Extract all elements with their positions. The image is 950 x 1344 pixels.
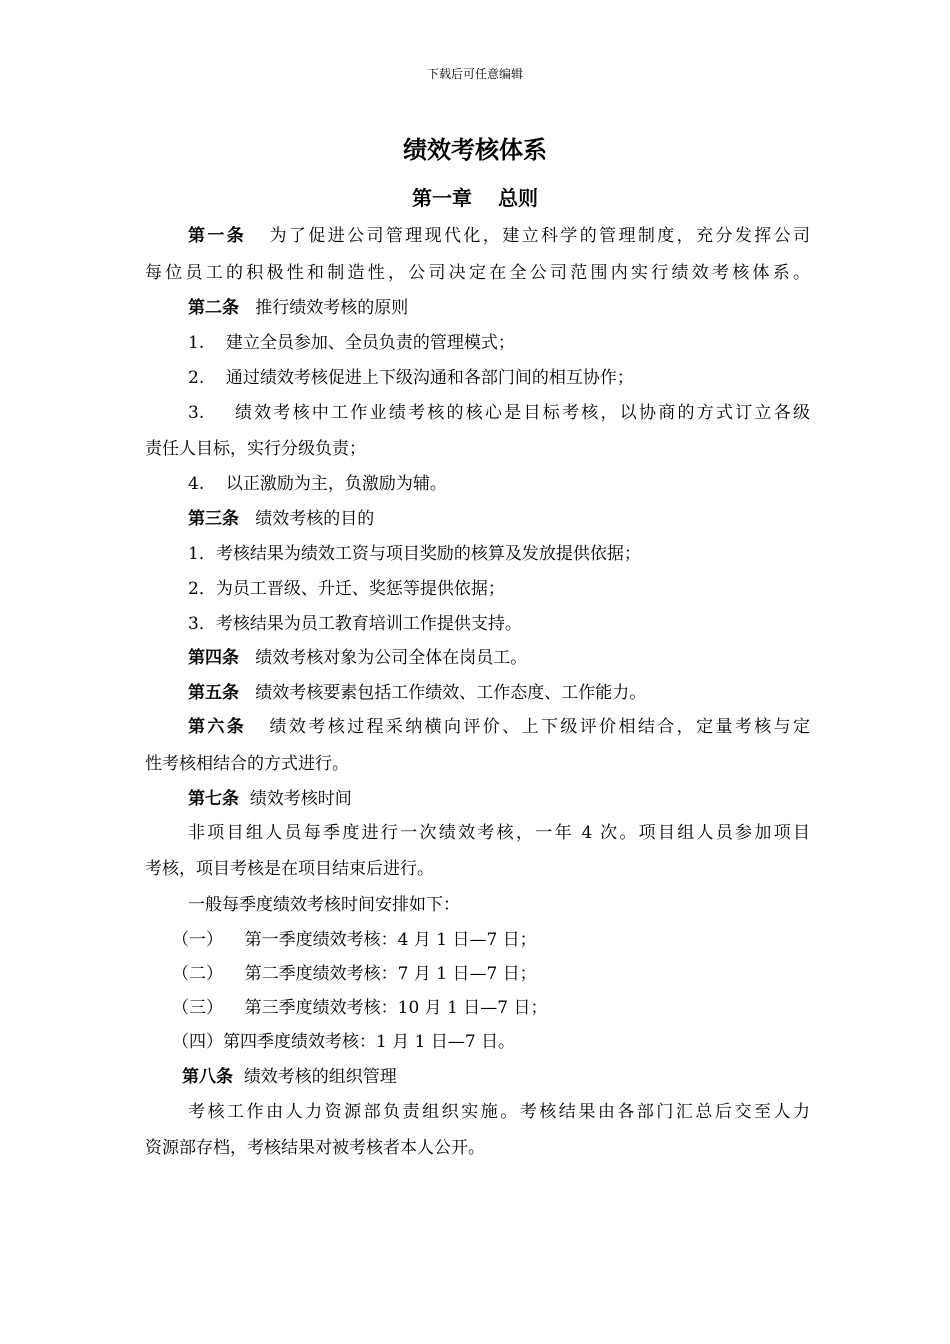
principle-num: 3. (188, 403, 205, 423)
schedule-text: 第二季度绩效考核：7 月 1 日—7 日； (244, 964, 537, 984)
principle-item (188, 366, 853, 390)
chapter-name: 总则 (498, 186, 538, 210)
article-8-label: 第八条 (182, 1067, 233, 1087)
chapter-number: 第一章 (412, 186, 472, 210)
schedule-num: （二） (172, 964, 223, 984)
article-6-label: 第六条 (188, 717, 247, 737)
schedule-item (172, 928, 837, 952)
article-1-line-1 (188, 224, 810, 248)
schedule-text: 第三季度绩效考核：10 月 1 日—7 日； (244, 998, 548, 1018)
schedule-num: （一） (172, 930, 223, 950)
article-7-label: 第七条 (188, 789, 239, 809)
article-4-label: 第四条 (188, 648, 239, 668)
article-7-para-1: 非项目组人员每季度进行一次绩效考核，一年 4 次。项目组人员参加项目 (188, 823, 810, 843)
article-7-para-1-cont: 考核，项目考核是在项目结束后进行。 (145, 859, 434, 879)
principle-item (188, 331, 853, 355)
principle-text: 绩效考核中工作业绩考核的核心是目标考核，以协商的方式订立各级 (234, 403, 810, 423)
article-8-para-cont: 资源部存档，考核结果对被考核者本人公开。 (145, 1138, 485, 1158)
schedule-text: 第一季度绩效考核：4 月 1 日—7 日； (244, 930, 537, 950)
chapter-heading (0, 184, 950, 212)
schedule-text: 第四季度绩效考核：1 月 1 日—7 日。 (223, 1032, 516, 1052)
header-note: 下载后可任意编辑 (426, 67, 523, 81)
article-8-text: 绩效考核的组织管理 (243, 1067, 397, 1087)
principle-text: 以正激励为主，负激励为辅。 (225, 474, 447, 494)
article-7-text: 绩效考核时间 (249, 789, 352, 809)
principle-text: 建立全员参加、全员负责的管理模式； (225, 333, 515, 353)
article-2-heading (188, 296, 853, 320)
principle-item-cont: 责任人目标，实行分级负责； (145, 439, 366, 459)
article-1-label: 第一条 (188, 226, 247, 246)
article-8-para: 考核工作由人力资源部负责组织实施。考核结果由各部门汇总后交至人力 (188, 1102, 810, 1122)
schedule-item (172, 962, 837, 986)
article-7-heading (188, 787, 853, 811)
principle-num: 2. (188, 368, 205, 388)
article-8-heading (182, 1065, 847, 1089)
principle-item (188, 472, 853, 496)
schedule-item (172, 1030, 837, 1054)
article-4 (188, 646, 853, 670)
article-6-line-1 (188, 715, 810, 739)
principle-num: 4. (188, 474, 205, 494)
article-7-para-2: 一般每季度绩效考核时间安排如下： (188, 895, 460, 915)
principle-num: 1. (188, 333, 205, 353)
schedule-num: （四） (172, 1032, 223, 1052)
purpose-item: 3．考核结果为员工教育培训工作提供支持。 (188, 614, 522, 634)
article-6-text: 绩效考核过程采纳横向评价、上下级评价相结合，定量考核与定 (269, 717, 811, 737)
document-title: 绩效考核体系 (403, 135, 547, 164)
purpose-item: 1．考核结果为绩效工资与项目奖励的核算及发放提供依据； (188, 544, 641, 564)
article-6-line-2: 性考核相结合的方式进行。 (145, 754, 349, 774)
schedule-num: （三） (172, 998, 223, 1018)
principle-text: 通过绩效考核促进上下级沟通和各部门间的相互协作； (225, 368, 634, 388)
article-1-line-2 (145, 261, 810, 285)
article-5-label: 第五条 (188, 683, 239, 703)
article-4-text: 绩效考核对象为公司全体在岗员工。 (255, 648, 528, 668)
purpose-item: 2．为员工晋级、升迁、奖惩等提供依据； (188, 579, 505, 599)
article-3-heading (188, 507, 853, 531)
article-5 (188, 681, 853, 705)
article-3-text: 绩效考核的目的 (255, 509, 375, 529)
schedule-item (172, 996, 837, 1020)
article-1-text: 为了促进公司管理现代化，建立科学的管理制度，充分发挥公司 (269, 226, 811, 246)
principle-item (188, 401, 810, 425)
article-2-label: 第二条 (188, 298, 239, 318)
article-2-text: 推行绩效考核的原则 (255, 298, 409, 318)
article-5-text: 绩效考核要素包括工作绩效、工作态度、工作能力。 (255, 683, 647, 703)
article-3-label: 第三条 (188, 509, 239, 529)
article-1-text-cont: 每位员工的积极性和制造性，公司决定在全公司范围内实行绩效考核体系。 (145, 263, 810, 283)
